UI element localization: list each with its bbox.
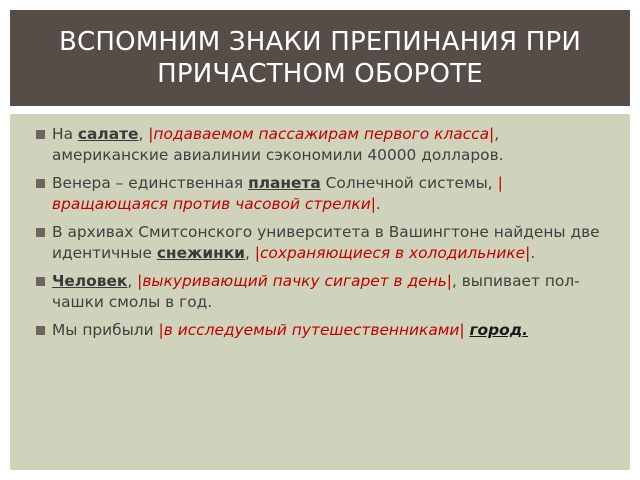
participle-phrase: сохраняющиеся в холодильнике — [259, 244, 526, 262]
boundary-mark: | — [489, 125, 495, 143]
boundary-mark: | — [497, 174, 503, 192]
content-panel — [10, 114, 630, 470]
boundary-mark: | — [525, 244, 531, 262]
boundary-mark: | — [158, 321, 164, 339]
list-item — [38, 173, 610, 215]
bullet-list — [38, 124, 610, 341]
boundary-mark: | — [370, 195, 376, 213]
participle-phrase: выкуривающий пачку сигарет в день — [142, 272, 447, 290]
bullet-icon — [36, 326, 45, 335]
item-text: , американские авиалинии сэкономили 40000 долларов. — [52, 125, 504, 164]
boundary-mark: | — [459, 321, 465, 339]
boundary-mark: | — [137, 272, 143, 290]
list-item — [38, 124, 610, 166]
item-text: , — [138, 125, 149, 143]
boundary-mark: | — [254, 244, 260, 262]
item-text: , — [127, 272, 138, 290]
defined-word: салате — [77, 125, 139, 143]
boundary-mark: | — [446, 272, 452, 290]
participle-phrase: в исследуемый путешественниками — [163, 321, 460, 339]
defined-word: планета — [248, 174, 321, 192]
bullet-icon — [36, 277, 45, 286]
list-item — [38, 222, 610, 264]
item-text: В архивах Смитсонского университета в Вашингтоне найдены две идентичные — [52, 223, 600, 262]
defined-word: Человек — [52, 272, 128, 290]
title-bar — [10, 10, 630, 106]
item-text: . — [375, 195, 381, 213]
item-text: . — [530, 244, 536, 262]
bullet-icon — [36, 228, 45, 237]
item-text: , выпивает пол-чашки смолы в год. — [52, 272, 580, 311]
boundary-mark: | — [148, 125, 154, 143]
participle-phrase: вращающаяся против часовой стрелки — [52, 195, 371, 213]
item-text: На — [52, 125, 78, 143]
item-text: , — [244, 244, 255, 262]
slide-title: ВСПОМНИМ ЗНАКИ ПРЕПИНАНИЯ ПРИ ПРИЧАСТНОМ ОБОРОТЕ — [58, 27, 582, 89]
item-text: Венера – единственная — [52, 174, 249, 192]
list-item — [38, 271, 610, 313]
list-item — [38, 320, 610, 341]
item-text: Солнечной системы, — [320, 174, 498, 192]
bullet-icon — [36, 130, 45, 139]
defined-word: город. — [469, 321, 528, 339]
bullet-icon — [36, 179, 45, 188]
item-text: Мы прибыли — [52, 321, 159, 339]
defined-word: снежинки — [156, 244, 245, 262]
participle-phrase: подаваемом пассажирам первого класса — [153, 125, 489, 143]
